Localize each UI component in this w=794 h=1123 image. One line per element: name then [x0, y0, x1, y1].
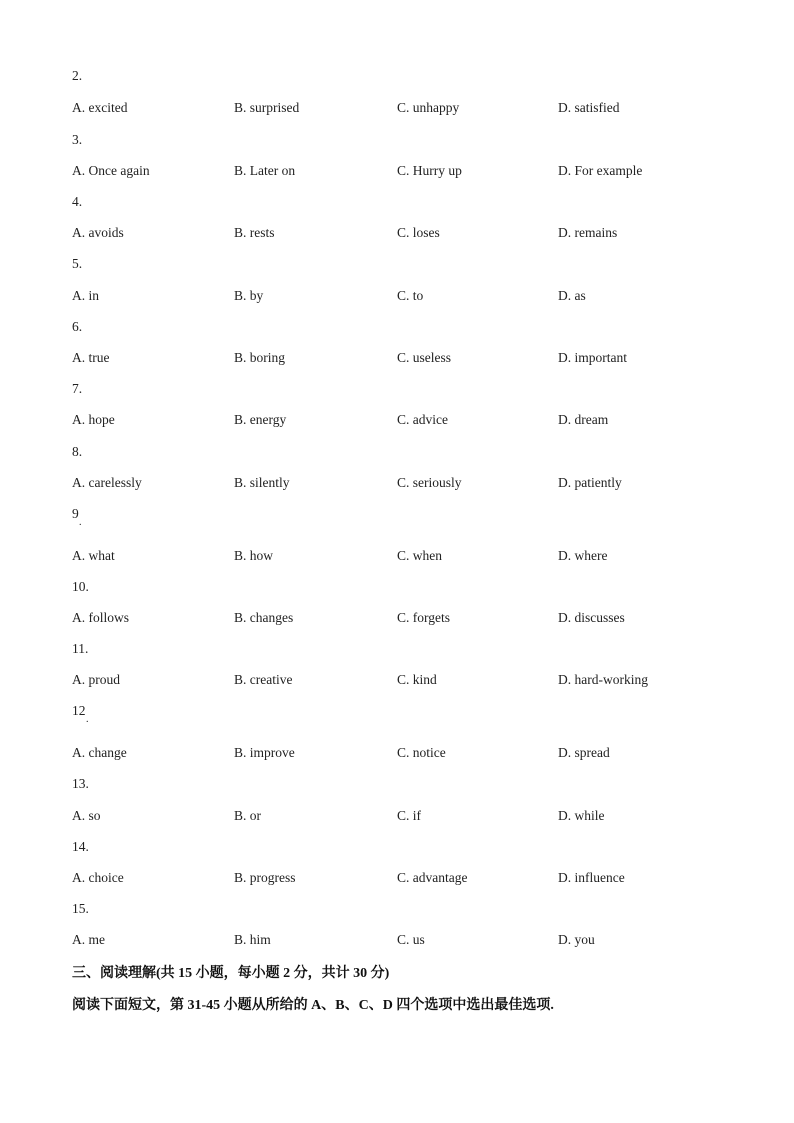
- option-c: C. advice: [397, 412, 448, 427]
- option-b: B. improve: [234, 745, 295, 760]
- question-number: 8.: [72, 444, 83, 459]
- option-a: A. me: [72, 932, 105, 947]
- option-b: B. Later on: [234, 163, 296, 178]
- question-number: 12: [72, 703, 86, 718]
- option-d: D. as: [558, 288, 586, 303]
- option-b: B. changes: [234, 610, 294, 625]
- option-c: C. seriously: [397, 475, 462, 490]
- question-number: 11.: [72, 641, 89, 656]
- option-d: D. For example: [558, 163, 643, 178]
- option-c: C. us: [397, 932, 425, 947]
- option-a: A. choice: [72, 870, 124, 885]
- option-a: A. Once again: [72, 163, 150, 178]
- option-a: A. so: [72, 808, 101, 823]
- option-b: B. by: [234, 288, 264, 303]
- option-a: A. carelessly: [72, 475, 142, 490]
- option-c: C. if: [397, 808, 422, 823]
- question-number-dot: .: [79, 517, 82, 528]
- option-d: D. hard-working: [558, 672, 648, 687]
- option-a: A. in: [72, 288, 99, 303]
- question-number: 3.: [72, 132, 83, 147]
- option-a: A. what: [72, 548, 115, 563]
- option-b: B. how: [234, 548, 274, 563]
- option-c: C. kind: [397, 672, 437, 687]
- option-d: D. while: [558, 808, 605, 823]
- option-d: D. remains: [558, 225, 618, 240]
- option-d: D. satisfied: [558, 100, 620, 115]
- question-number: 2.: [72, 68, 83, 83]
- question-number-dot: .: [86, 714, 89, 725]
- option-b: B. rests: [234, 225, 275, 240]
- option-c: C. forgets: [397, 610, 450, 625]
- option-a: A. follows: [72, 610, 129, 625]
- option-a: A. change: [72, 745, 127, 760]
- option-a: A. hope: [72, 412, 115, 427]
- option-b: B. progress: [234, 870, 296, 885]
- option-a: A. excited: [72, 100, 128, 115]
- option-c: C. notice: [397, 745, 446, 760]
- option-c: C. unhappy: [397, 100, 460, 115]
- option-a: A. true: [72, 350, 110, 365]
- option-d: D. discusses: [558, 610, 625, 625]
- question-number: 7.: [72, 381, 83, 396]
- option-d: D. important: [558, 350, 627, 365]
- option-b: B. or: [234, 808, 261, 823]
- option-d: D. influence: [558, 870, 625, 885]
- option-c: C. to: [397, 288, 424, 303]
- option-b: B. creative: [234, 672, 293, 687]
- option-d: D. patiently: [558, 475, 622, 490]
- option-c: C. advantage: [397, 870, 468, 885]
- question-number: 6.: [72, 319, 83, 334]
- option-a: A. proud: [72, 672, 120, 687]
- question-number: 9: [72, 506, 79, 521]
- option-d: D. where: [558, 548, 608, 563]
- option-d: D. dream: [558, 412, 609, 427]
- option-d: D. you: [558, 932, 595, 947]
- option-b: B. silently: [234, 475, 290, 490]
- option-c: C. Hurry up: [397, 163, 462, 178]
- question-number: 4.: [72, 194, 83, 209]
- option-c: C. loses: [397, 225, 440, 240]
- question-number: 13.: [72, 776, 89, 791]
- section-instruction: 阅读下面短文，第 31-45 小题从所给的 A、B、C、D 四个选项中选出最佳选项.: [72, 998, 554, 1013]
- option-d: D. spread: [558, 745, 610, 760]
- option-b: B. energy: [234, 412, 287, 427]
- question-number: 15.: [72, 901, 89, 916]
- option-b: B. boring: [234, 350, 286, 365]
- option-a: A. avoids: [72, 225, 124, 240]
- question-number: 14.: [72, 839, 89, 854]
- option-b: B. surprised: [234, 100, 300, 115]
- question-number: 5.: [72, 256, 83, 271]
- question-number: 10.: [72, 579, 89, 594]
- option-b: B. him: [234, 932, 271, 947]
- option-c: C. when: [397, 548, 442, 563]
- option-c: C. useless: [397, 350, 451, 365]
- section-heading: 三、阅读理解(共 15 小题，每小题 2 分，共计 30 分): [72, 966, 390, 981]
